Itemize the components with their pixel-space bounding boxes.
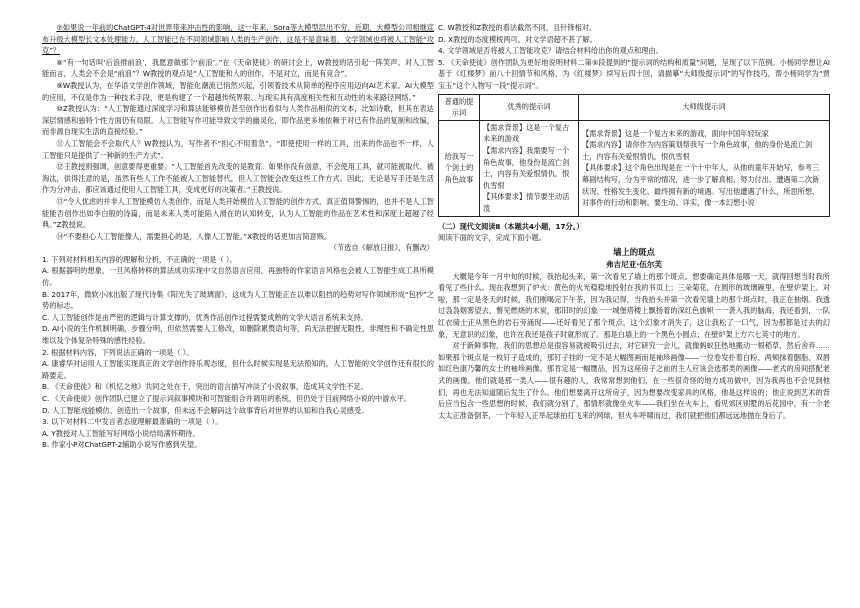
question-4: 4. 文学领域是否将被人工智能攻克？请结合材料给出你的观点和理由。 (438, 46, 663, 56)
story-para-2: 对于新鲜事物，我们的思想总是很容易就被吸引过去，对它研究一会儿，就像蚂蚁狂热地搬动一根稻草，然后舍弃……如果那个斑点是一枚钉子造成的，那钉子挂的一定不是大幅图画而是袖珍画像——一位卷发扑着白粉、两颊抹着胭脂、双唇如红色康乃馨的女士的袖珍画像。那肯定是一幅赝品，因为这座房子之前的主人应该会选那类的画像——老式的房间搭配老式的画像。他们就是那一类人——很有趣的人，我常常想到他们，在一些很奇怪的地方成功做中，因为我再也不会见到他们，再也无法知道随后发生了什么。他们想要离开这所房子，因为想要改变家具的风格，他是这样说的；他正说到艺术的背后应当包含一些思想的时候，我们就分别了，那情形就像坐火车——我们坐在火车上，看见郊区别墅的后花园中，有一个老太太正准备倒茶，一个年轻人正举起球拍打飞来的网球，但火车呼啸而过，我们就把他们都远远地抛在身后了。 (438, 341, 830, 420)
question-2-option-a: A. 康睿华对运用人工智能实现真正的文学创作持乐观态度，但什么时候实现是无法预知的，人工智能的文学创作还有很长的路要走。 (42, 359, 434, 380)
story-title: 墙上的斑点 (613, 246, 655, 257)
question-2-option-b: B. 《天命使徒》和《机忆之地》共同之处在于，突出的语言描写冲淡了小说叙事，造成其文学性不足。 (42, 382, 368, 392)
source-note: （节选自《解放日报》，有删改） (329, 243, 434, 253)
para-8: ⑧“有一句话叫‘后浪推前浪’，我愿意做那个‘前浪’。”在《天命使徒》的研讨会上，W教授的话引起一阵笑声。对人工智能而言，人类会不会是“前浪”？W教授的观点是“人工智能和人的创作，不是对立，而是有竞合”。 (42, 57, 434, 79)
question-2: 2. 根据材料内容，下列说法正确的一项是（ ）。 (42, 347, 194, 357)
para-10: ⑩Z教授认为：“人工智能通过深度学习和算法能够模仿甚至创作出看似与人类作品相似的文本，比如诗歌，但其在表达深层情感和独特个性方面仍有局限。人工智能写作可能导致文学的幽灵化，即作品更多地依赖于对已有作品的复制和改编，而非源自现实生活的直接经验。” (42, 104, 434, 137)
question-1-option-c: C. 人工智能创作是由严密的逻辑与计算支撑的，优秀作品创作过程需要成熟的文学大语言系统来支持。 (42, 312, 368, 322)
story-para-1: 大概是今年一月中旬的时候，我抬起头来，第一次看见了墙上的那个斑点。想要确定具体是哪一天，就得回想当时我所看见了些什么。现在我想到了炉火：黄色的火光稳稳地投射在我的书页上；三朵菊花，在圆形的玻璃碗里，在壁炉架上。对啦，那一定是冬天的时候，我们刚喝完下午茶，因为我记得，当我抬头并第一次看见墙上的那个斑点时，我正在抽烟。我透过袅袅烟雾望去，瞥见燃烧的木炭，那旧时的幻象一一城堡塔楼上飘扬着的深红色旗帜一一袭入我的脑海，我还看到，一队红衣骑士正从黑色的岩石旁涌现——还好看见了那个斑点，这个幻象才消失了，这让我松了一口气，因为那都是过去的幻象，无意识的幻象，也许在我还是孩子时就形成了。那是白墙上的一个黑色小圆点；在壁炉架上方六七英寸的地方。 (438, 271, 830, 339)
table-cell-ordinary: 给我写一个剑士的角色故事 (439, 120, 480, 216)
right-column (438, 22, 830, 421)
para-13: ⑬“令人忧虑的并非人工智能模仿人类创作，而是人类开始模仿人工智能的创作方式，真正值得警惕的，也并不是人工智能能否创作出如李白般的诗篇，而是未来人类可能陷入滑在的认知转变，认为人工智能的作品在艺术性和深度上超越了经典。”Z教授说。 (42, 196, 434, 230)
table-header-good: 优秀的提示词 (480, 94, 579, 120)
para-11: ⑪人工智能会不会取代人？W教授认为，写作者不“担心不用着急”，“即使使用一样的工具，出来的作品也不一样，人工智能只是提供了一种新的生产方式”。 (42, 138, 434, 160)
question-1-option-b: B. 2017年，微软小冰出版了现代诗集《阳光失了玻璃窗》，这成为人工智能正在以难以阻挡的趋势对写作领域形成“包抄”之势的标志。 (42, 289, 434, 311)
question-2-option-c: C. 《天命使徒》创作团队已建立了提示词叙事模块和可智能组合并调用的系统，但仍处于目前网络小说的中游水平。 (42, 394, 411, 403)
question-2-option-d: D. 人工智能成能模仿、创造出一个故事，但未远不会解码这个故事背后对世界的认知和自我心灵感受。 (42, 405, 369, 415)
question-1: 1. 下列对材料相关内容的理解和分析，不正确的一项是（ ）。 (42, 254, 237, 264)
table-cell-master: 【需求背景】这是一个复古未来的游戏，面向中国年轻玩家 【需求内容】请你作为内容策划帮我写一个角色故事，他的身份是流亡剑士，内容有关爱恨情仇，恨仇雪恨 【具体要求】这个角色出现是在一个十中年人，从他的童年开始写，参考三幕剧结构写，分为平常的情况，进一步了解真相、努力付出、遭遇第二次新状况、性格发生变化、最终拥有新的境遇。写出他遭遇了什么，所思所想、对事件的行动和影响。要生动、详实，像一本幻想小说 (579, 120, 830, 216)
para-9: ⑨W教授认为，在华语文学创作领域，智能化潮流已悄然兴起，引领着技术从简单的程序应用迈向AI艺术家。AI大模型的应用，不仅是作为一种技术手段，更是构建了一个超越传统界限、与现实具有高度相关性和互动性的未来路径网络。” (42, 80, 434, 102)
table-header-master: 大师级提示词 (579, 94, 830, 120)
table-cell-good: 【需求背景】这是一个复古未来的游戏 【需求内容】我需要写一个角色故事，他身份是流亡剑士，内容有关爱恨情仇，恨仇雪恨 【其体要求】情节要生动活泼 (480, 120, 579, 216)
question-1-option-a: A. 根据器明的想象，一旦风格转移的算法成功实现中文自然语言应用，再独特的作家语言风格也会被人工智能生成工具所模仿。 (42, 266, 434, 288)
story-author: 弗吉尼亚·伍尔芙 (605, 259, 663, 269)
question-3-option-a: A. Y教授对人工智能写好网络小说结局满怀期待。 (42, 428, 200, 438)
question-3-option-d: D. X教授的态度模棱两可，对文学语超不甚了解。 (438, 34, 597, 44)
table-row (439, 120, 830, 216)
question-3-option-c: C. W教授和Z教授的看法截然不同，且针锋相对。 (438, 23, 597, 32)
section-2-instruction: 阅读下面的文字，完成下面小题。 (438, 233, 546, 243)
para-12: ⑫王教授则强调，创意要得更重要。“人工智能首先改变的是教育。如果你没有创意，不会使用工具，就可能被取代、被淘汰，供得注意的是，虽然有些人工作不能被人工智能替代，但人工智能会改变这些工作方式。因此，无论是写手还是生活作为分冲击，都应该通过使用人工智能工具，变成更好的决策者。”王教授说。 (42, 162, 434, 195)
question-1-option-d: D. AI小说的生作机制明确，步骤分明，但依然需要人工修改，如删除累赘语句等，尚无法把握无限性、非理性和不确定性思维以及个体复杂特殊的感性经验。 (42, 324, 434, 346)
para-7: ⑦如果说一年前的ChatGPT-4对世界带来冲击性的影响，这一年来，Sora等大模型层出不穷，近期，大模型公司相继宣布升级大模型长文本处理能力。人工智能已在不同领域影响人类的生产创作，这是不是意味着，文学领域也将被人工智能“攻克”？ (42, 23, 434, 56)
prompt-example-table (438, 94, 830, 217)
left-column (42, 22, 434, 451)
table-header-row (439, 94, 830, 120)
question-5: 5. 《天命使徒》创作团队为更好地说明材料二第⑤段提到的“提示词的结构和质量”问题，呈现了以下范例。小杨同学想让AI基于《红楼梦》前八十回情节和风格，为《红楼梦》续写后四十回，请描摹“大师级提示词”的写作技巧，帮小杨同学为“贾宝玉”这个人物写一段“提示词”。 (438, 57, 830, 90)
question-3-option-b: B. 作家小P对ChatGPT-2辅助小说写作感到失望。 (42, 440, 202, 450)
table-header-ordinary: 普通的提示词 (439, 94, 480, 120)
question-3: 3. 以下对材料二中发言者态度理解最准确的一项是（ ）。 (42, 417, 223, 427)
para-14: ⑭“不要担心人工智能像人，需要担心的是，人像人工智能。”X教授的话更加言简意赅。 (56, 231, 332, 241)
section-2-heading: （二）现代文阅读Ⅱ（本题共4小题，17分。） (438, 221, 584, 231)
